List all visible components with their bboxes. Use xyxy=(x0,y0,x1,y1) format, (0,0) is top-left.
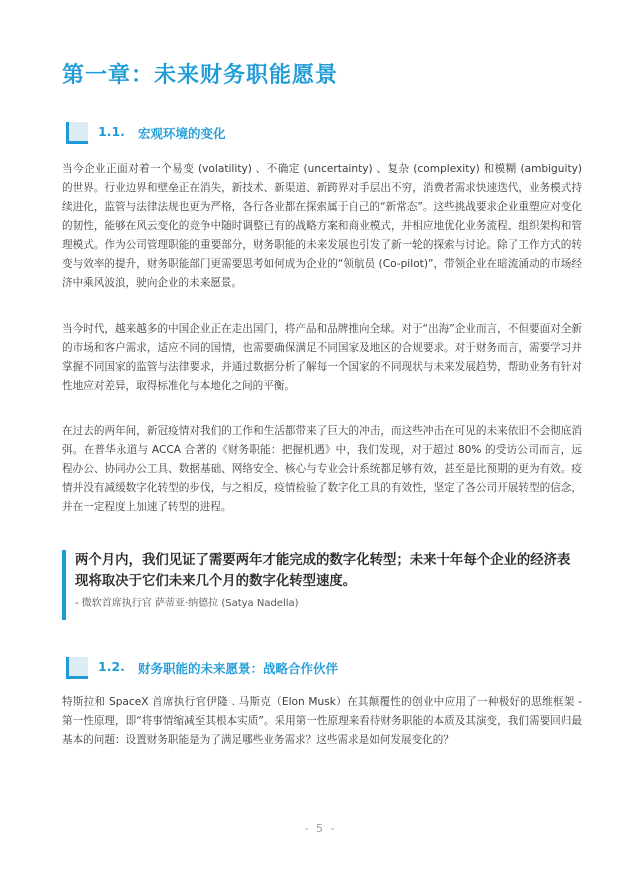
section-title: 宏观环境的变化 xyxy=(138,126,226,141)
paragraph: 当今企业正面对着一个易变 (volatility) 、不确定 (uncertainty) 、复杂 (complexity) 和模糊 (ambiguity) 的世界。行业边界和壁垒正在消失，新技术、新渠道、新跨界对手层出不穷，消费者需求快速迭代，业务模式持续进化，监管与法律法规也更为严格，各行各业都在探索属于自己的“新常态”。这些挑战要求企业重塑应对变化的韧性，能够在风云变化的竞争中随时调整已有的战略方案和商业模式，并相应地优化业务流程、组织架构和管理模式。作为公司管理职能的重要部分，财务职能的未来发展也引发了新一轮的探索与讨论。除了工作方式的转变与效率的提升，财务职能部门更需要思考如何成为企业的“领航员 (Co-pilot)”，带领企业在暗流涌动的市场经济中乘风波浪，驶向企业的未来愿景。 xyxy=(62,163,582,289)
section-heading-1-1 xyxy=(62,120,582,150)
paragraph: 在过去的两年间，新冠疫情对我们的工作和生活都带来了巨大的冲击，而这些冲击在可见的未来依旧不会彻底消弭。在普华永道与 ACCA 合著的《财务职能：把握机遇》中，我们发现，对于超过 80% 的受访公司而言，远程办公、协同办公工具、数据基础、网络安全、核心与专业会计系统都足够有效，甚至是比预期的更为有效。疫情并没有减缓数字化转型的步伐，与之相反，疫情检验了数字化工具的有效性，坚定了各公司开展转型的信念，并在一定程度上加速了转型的进程。 xyxy=(62,425,582,513)
section-number: 1.2. xyxy=(98,659,125,674)
quote-text: 两个月内，我们见证了需要两年才能完成的数字化转型；未来十年每个企业的经济表现将取决于它们未来几个月的数字化转型速度。 xyxy=(75,553,571,589)
page-number: - 5 - xyxy=(304,822,337,835)
pull-quote xyxy=(62,550,586,620)
paragraph: 当今时代，越来越多的中国企业正在走出国门，将产品和品牌推向全球。对于“出海”企业而言，不但要面对全新的市场和客户需求，适应不同的国情，也需要确保满足不同国家及地区的合规要求。对于财务而言，需要学习并掌握不同国家的监管与法律要求，并通过数据分析了解每一个国家的不同现状与未来发展趋势，帮助业务有针对性地应对差异，取得标准化与本地化之间的平衡。 xyxy=(62,323,582,392)
chapter-title: 第一章：未来财务职能愿景 xyxy=(62,63,339,88)
section-bracket-icon xyxy=(62,655,90,683)
section-number: 1.1. xyxy=(98,124,125,139)
quote-attribution: - 微软首席执行官 萨蒂亚·纳德拉 (Satya Nadella) xyxy=(75,598,299,609)
section-title: 财务职能的未来愿景：战略合作伙伴 xyxy=(138,661,339,676)
section-bracket-icon xyxy=(62,120,90,148)
paragraph: 特斯拉和 SpaceX 首席执行官伊隆 . 马斯克（Elon Musk）在其颠覆性的创业中应用了一种极好的思维框架 - 第一性原理，即“将事情缩减至其根本实质”。采用第一性原理来看待财务职能的本质及其演变，我们需要回归最基本的问题：设置财务职能是为了满足哪些业务需求？这些需求是如何发展变化的？ xyxy=(62,696,582,746)
section-heading-1-2 xyxy=(62,655,582,685)
